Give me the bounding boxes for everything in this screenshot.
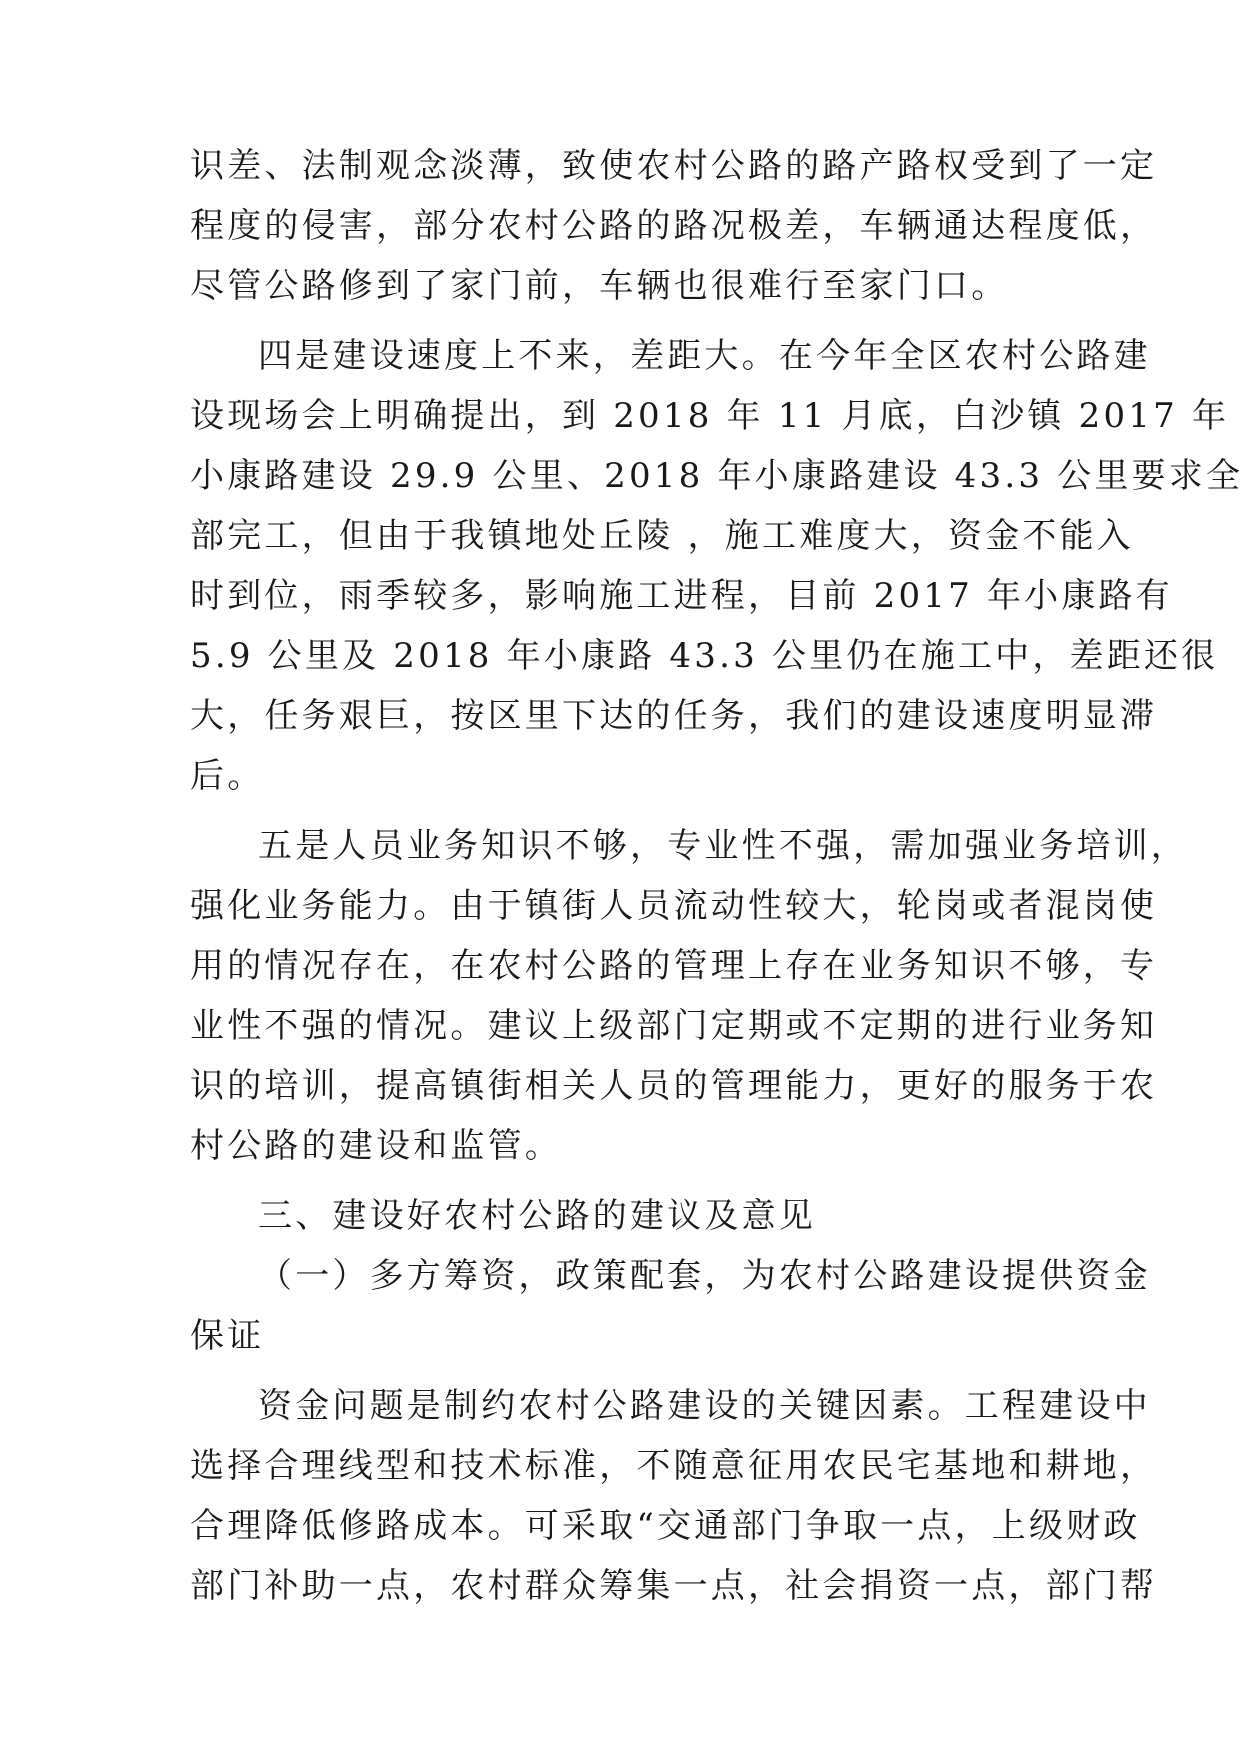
paragraph-first-line: 资金问题是制约农村公路建设的关键因素。工程建设中 [258, 1386, 1151, 1426]
text-line: 部完工，但由于我镇地处丘陵 ，施工难度大，资金不能入 [190, 516, 1135, 556]
paragraph-first-line: 五是人员业务知识不够，专业性不强，需加强业务培训， [258, 826, 1188, 866]
text-line: 业性不强的情况。建议上级部门定期或不定期的进行业务知 [190, 1006, 1158, 1046]
text-line: 5.9 公里及 2018 年小康路 43.3 公里仍在施工中，差距还很 [190, 636, 1219, 676]
text-line: 村公路的建设和监管。 [190, 1126, 562, 1166]
subsection-heading-continuation: 保证 [190, 1316, 265, 1356]
text-line: 设现场会上明确提出，到 2018 年 11 月底，白沙镇 2017 年 [190, 396, 1230, 436]
text-line: 识的培训，提高镇街相关人员的管理能力，更好的服务于农 [190, 1066, 1158, 1106]
text-line: 强化业务能力。由于镇街人员流动性较大，轮岗或者混岗使 [190, 886, 1158, 926]
text-line: 识差、法制观念淡薄，致使农村公路的路产路权受到了一定 [190, 146, 1158, 186]
section-heading: 三、建设好农村公路的建议及意见 [258, 1196, 816, 1236]
paragraph-first-line: 四是建设速度上不来，差距大。在今年全区农村公路建 [258, 336, 1151, 376]
subsection-heading: （一）多方筹资，政策配套，为农村公路建设提供资金 [258, 1256, 1151, 1296]
text-line: 部门补助一点，农村群众筹集一点，社会捐资一点，部门帮 [190, 1566, 1158, 1606]
text-line: 时到位，雨季较多，影响施工进程，目前 2017 年小康路有 [190, 576, 1173, 616]
text-line: 后。 [190, 756, 265, 796]
text-line: 小康路建设 29.9 公里、2018 年小康路建设 43.3 公里要求全 [190, 456, 1243, 496]
text-line: 程度的侵害，部分农村公路的路况极差，车辆通达程度低， [190, 206, 1158, 246]
text-line: 合理降低修路成本。可采取“交通部门争取一点，上级财政 [190, 1506, 1141, 1546]
text-line: 用的情况存在，在农村公路的管理上存在业务知识不够，专 [190, 946, 1158, 986]
text-line: 选择合理线型和技术标准，不随意征用农民宅基地和耕地， [190, 1446, 1158, 1486]
text-line: 尽管公路修到了家门前，车辆也很难行至家门口。 [190, 266, 1009, 306]
text-line: 大，任务艰巨，按区里下达的任务，我们的建设速度明显滞 [190, 696, 1158, 736]
